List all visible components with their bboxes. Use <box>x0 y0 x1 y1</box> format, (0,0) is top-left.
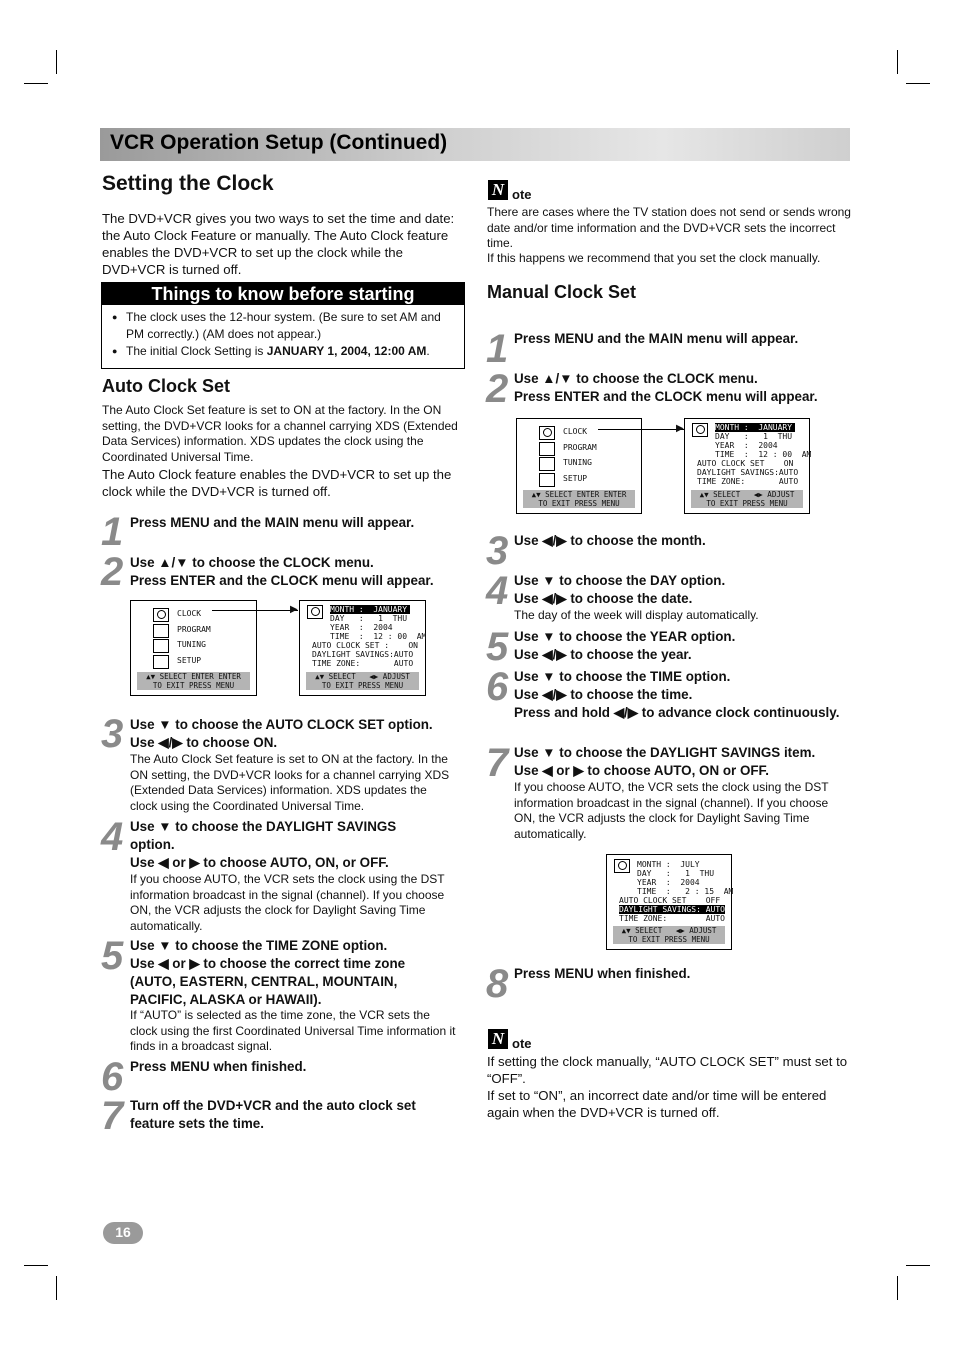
clock-icon <box>307 605 323 619</box>
things-to-know-title: Things to know before starting <box>102 283 464 305</box>
step-text: Use ▼ to choose the DAYLIGHT SAVINGS option. Use ◀ or ▶ to choose AUTO, ON, or OFF. <box>130 819 397 870</box>
step-text: Press MENU when finished. <box>514 966 691 981</box>
note-label: ote <box>512 187 532 202</box>
clock-footer: ▲▼ SELECT ◀▶ ADJUST TO EXIT PRESS MENU <box>613 926 725 944</box>
auto-clock-heading: Auto Clock Set <box>102 376 231 396</box>
step-text: Press MENU and the MAIN menu will appear. <box>514 331 799 346</box>
step-number: 4 <box>486 569 507 613</box>
osd-row-month: MONTH : JULY <box>637 860 700 869</box>
osd-row-month: MONTH : JANUARY <box>715 423 795 432</box>
crop-mark <box>56 50 57 74</box>
step-number: 1 <box>486 327 507 371</box>
program-icon <box>539 442 555 456</box>
step-number: 7 <box>101 1094 122 1138</box>
step-text: Turn off the DVD+VCR and the auto clock set feature sets the time. <box>130 1098 416 1131</box>
step-text: Use ▲/▼ to choose the CLOCK menu. Press ENTER and the CLOCK menu will appear. <box>130 555 434 588</box>
section-title: VCR Operation Setup (Continued) <box>110 131 448 154</box>
step-number: 4 <box>101 815 122 859</box>
osd-row-timezone: TIME ZONE: AUTO <box>619 914 725 923</box>
step-text: Use ▼ to choose the TIME ZONE option. Use ◀ or ▶ to choose the correct time zone (AUTO, EASTERN, CENTRAL, MOUNTAIN, PACIFIC, ALASKA or HAWAII). <box>130 938 406 1007</box>
crop-mark <box>24 83 48 84</box>
step-text: Use ▼ to choose the TIME option. Use ◀/▶ to choose the time. Press and hold ◀/▶ to advance clock continuously. <box>514 669 840 720</box>
osd-row-day: DAY : 1 THU <box>715 432 793 441</box>
osd-row-day: DAY : 1 THU <box>330 614 408 623</box>
tuning-icon <box>539 457 555 471</box>
tuning-icon <box>153 639 169 653</box>
step-text: Press MENU and the MAIN menu will appear. <box>130 515 415 530</box>
note-label: ote <box>512 1036 532 1051</box>
osd-row-auto-clock: AUTO CLOCK SET ON <box>697 459 794 468</box>
step-desc: If you choose AUTO, the VCR sets the clock using the DST information broadcast in the signal (channel). If you choose ON, the VCR adjusts the clock for Daylight Saving Time automatically. <box>130 872 445 933</box>
osd-row-auto-clock: AUTO CLOCK SET : ON <box>312 641 418 650</box>
step-number: 1 <box>101 510 122 554</box>
arrow-head-icon: ▶ <box>290 604 298 615</box>
pointer-line <box>212 610 298 611</box>
osd-row-day: DAY : 1 THU <box>637 869 715 878</box>
step-desc: The day of the week will display automatically. <box>514 608 759 622</box>
clock-menu-screen <box>684 418 810 514</box>
clock-menu-screen-july <box>606 854 732 950</box>
crop-mark <box>24 1265 48 1266</box>
step-number: 6 <box>486 665 507 709</box>
clock-icon <box>153 608 169 622</box>
step-text: Use ▼ to choose the DAY option. Use ◀/▶ to choose the date. <box>514 573 726 606</box>
osd-row-time: TIME : 12 : 00 AM <box>330 632 427 641</box>
menu-item-tuning: TUNING <box>563 458 592 467</box>
manual-clock-heading: Manual Clock Set <box>487 282 637 302</box>
step-desc: If you choose AUTO, the VCR sets the clock using the DST information broadcast in the signal (channel). If you choose ON, the VCR adjusts the clock for Daylight Saving Time automatically. <box>514 780 829 841</box>
clock-icon <box>692 423 708 437</box>
menu-item-setup: SETUP <box>563 474 588 483</box>
menu-item-program: PROGRAM <box>177 625 211 634</box>
clock-footer: ▲▼ SELECT ◀▶ ADJUST TO EXIT PRESS MENU <box>306 672 419 690</box>
section-banner <box>100 128 850 161</box>
main-menu-screen <box>516 418 642 514</box>
note-icon: N <box>488 180 508 200</box>
main-menu-screen <box>130 600 257 696</box>
step-number: 7 <box>486 741 507 785</box>
note-text: If this happens we recommend that you set the clock manually. <box>487 251 821 265</box>
program-icon <box>153 624 169 638</box>
step-number: 6 <box>101 1055 122 1099</box>
step-number: 5 <box>101 934 122 978</box>
step-number: 3 <box>486 529 507 573</box>
step-text: Press MENU when finished. <box>130 1059 307 1074</box>
osd-row-dst: DAYLIGHT SAVINGS:AUTO <box>697 468 799 477</box>
note-icon: N <box>488 1029 508 1049</box>
things-to-know-box <box>101 282 465 369</box>
step-number: 3 <box>101 712 122 756</box>
step-number: 2 <box>486 367 507 411</box>
osd-row-timezone: TIME ZONE: AUTO <box>312 659 414 668</box>
note-text: If setting the clock manually, “AUTO CLOCK SET” must set to “OFF”. <box>487 1054 848 1086</box>
auto-paragraph-2: The Auto Clock feature enables the DVD+VCR to set up the clock while the DVD+VCR is turned off. <box>102 467 452 499</box>
osd-row-month: MONTH : JANUARY <box>330 605 410 614</box>
osd-row-dst: DAYLIGHT SAVINGS: AUTO <box>619 905 725 914</box>
note-text: If set to “ON”, an incorrect date and/or time will be entered again when the DVD+VCR is turned off. <box>487 1088 827 1120</box>
osd-row-timezone: TIME ZONE: AUTO <box>697 477 799 486</box>
pointer-line <box>598 429 684 430</box>
step-text: Use ▼ to choose the AUTO CLOCK SET option. Use ◀/▶ to choose ON. <box>130 717 433 750</box>
osd-row-time: TIME : 2 : 15 AM <box>637 887 734 896</box>
osd-row-year: YEAR : 2004 <box>330 623 393 632</box>
page-number-badge <box>103 1222 143 1244</box>
crop-mark <box>56 1276 57 1300</box>
intro-paragraph: The DVD+VCR gives you two ways to set the time and date: the Auto Clock Feature or manually. The Auto Clock feature enables the DVD+VCR to set up the clock while the DVD+VCR is turned off. <box>102 211 455 277</box>
osd-row-auto-clock: AUTO CLOCK SET OFF <box>619 896 721 905</box>
clock-menu-screen <box>299 600 426 696</box>
crop-mark <box>897 1276 898 1300</box>
auto-paragraph-1: The Auto Clock Set feature is set to ON at the factory. In the ON setting, the DVD+VCR looks for a channel carrying XDS (Extended Data Services) information. XDS updates the clock using the Coordinated Universal Time. <box>102 403 458 464</box>
osd-row-dst: DAYLIGHT SAVINGS:AUTO <box>312 650 414 659</box>
arrow-head-icon: ▶ <box>676 423 684 434</box>
crop-mark <box>906 1265 930 1266</box>
page-title: Setting the Clock <box>102 172 274 195</box>
menu-item-tuning: TUNING <box>177 640 206 649</box>
things-item: ● The clock uses the 12-hour system. (Be sure to set AM and PM correctly.) (AM does not appear.) <box>112 309 458 343</box>
menu-item-program: PROGRAM <box>563 443 597 452</box>
menu-item-setup: SETUP <box>177 656 202 665</box>
step-desc: The Auto Clock Set feature is set to ON at the factory. In the ON setting, the DVD+VCR looks for a channel carrying XDS (Extended Data Services) information. XDS updates the clock using the Coordinated Universal Time. <box>130 752 450 813</box>
step-desc: If “AUTO” is selected as the time zone, the VCR sets the clock using the first Coordinated Universal Time information it finds in a broadcast signal. <box>130 1008 456 1053</box>
setup-icon <box>153 655 169 669</box>
note-text: There are cases where the TV station does not send or sends wrong date and/or time information and the DVD+VCR sets the incorrect time. <box>487 205 851 250</box>
menu-footer: ▲▼ SELECT ENTER ENTER TO EXIT PRESS MENU <box>523 490 635 508</box>
osd-row-year: YEAR : 2004 <box>715 441 778 450</box>
step-text: Use ▼ to choose the YEAR option. Use ◀/▶ to choose the year. <box>514 629 736 662</box>
crop-mark <box>897 50 898 74</box>
step-text: Use ◀/▶ to choose the month. <box>514 533 706 548</box>
menu-item-clock: CLOCK <box>563 427 588 436</box>
osd-row-year: YEAR : 2004 <box>637 878 700 887</box>
setup-icon <box>539 473 555 487</box>
clock-footer: ▲▼ SELECT ◀▶ ADJUST TO EXIT PRESS MENU <box>691 490 803 508</box>
step-text: Use ▲/▼ to choose the CLOCK menu. Press ENTER and the CLOCK menu will appear. <box>514 371 818 404</box>
page-number: 16 <box>115 1224 131 1240</box>
osd-row-time: TIME : 12 : 00 AM <box>715 450 812 459</box>
step-number: 2 <box>101 550 122 594</box>
step-number: 8 <box>486 962 507 1006</box>
things-item: ● The initial Clock Setting is JANUARY 1, 2004, 12:00 AM. <box>112 343 458 360</box>
menu-footer: ▲▼ SELECT ENTER ENTER TO EXIT PRESS MENU <box>137 672 250 690</box>
clock-icon <box>614 859 630 873</box>
clock-icon <box>539 426 555 440</box>
menu-item-clock: CLOCK <box>177 609 202 618</box>
step-number: 5 <box>486 625 507 669</box>
step-text: Use ▼ to choose the DAYLIGHT SAVINGS item. Use ◀ or ▶ to choose AUTO, ON or OFF. <box>514 745 816 778</box>
crop-mark <box>906 83 930 84</box>
